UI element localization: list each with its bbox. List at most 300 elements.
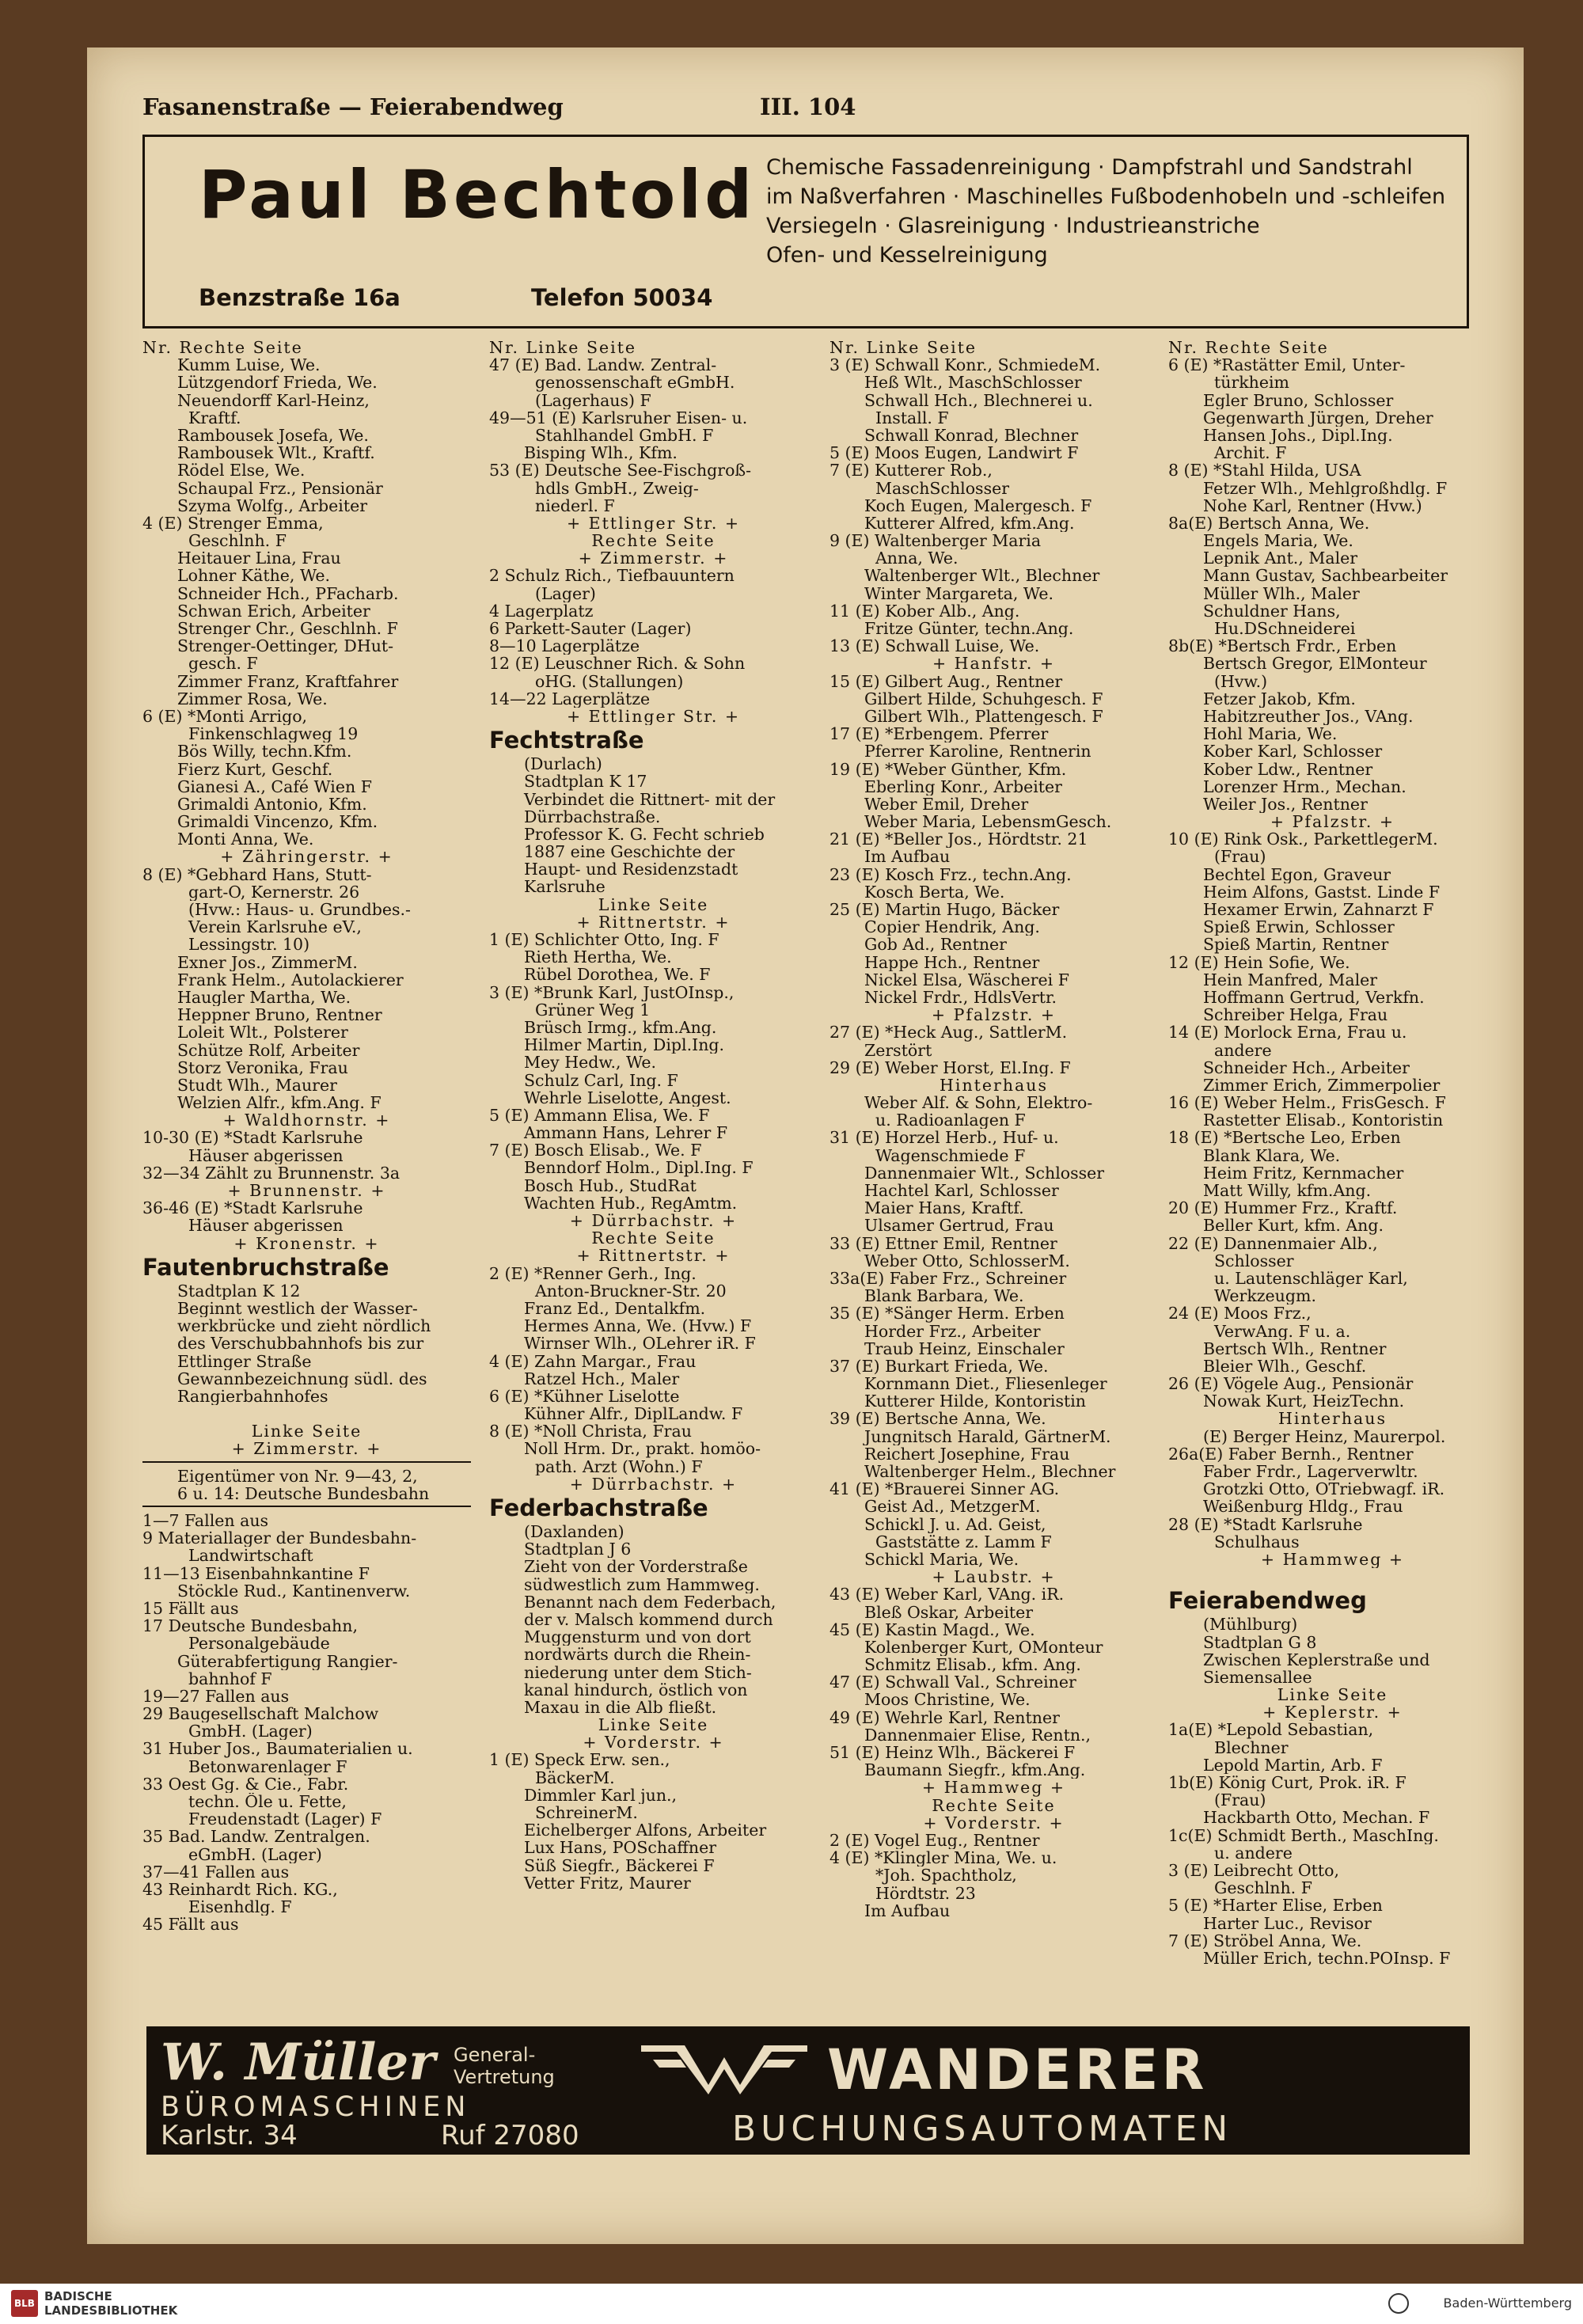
directory-entry: Nohe Karl, Rentner (Hvw.)	[1203, 496, 1422, 515]
directory-entry: Stadtplan G 8	[1203, 1633, 1317, 1651]
directory-entry: path. Arzt (Wohn.) F	[535, 1457, 703, 1475]
section-marker: + Ettlinger Str. +	[566, 514, 741, 533]
directory-entry: Bosch Hub., StudRat	[524, 1176, 697, 1194]
directory-entry: 4 (E) *Klingler Mina, We. u.	[829, 1849, 1057, 1867]
directory-entry: Mey Hedw., We.	[524, 1054, 657, 1072]
directory-entry: Dürrbachstraße.	[524, 807, 661, 826]
directory-entry: werkbrücke und zieht nördlich	[177, 1317, 431, 1335]
ad-address: Benzstraße 16a	[199, 284, 400, 311]
directory-entry: Ammann Hans, Lehrer F	[524, 1124, 728, 1142]
ad-general-agency	[454, 2044, 555, 2088]
directory-entry: Siemensallee	[1203, 1668, 1312, 1687]
directory-entry: Spieß Erwin, Schlosser	[1203, 918, 1395, 936]
header-page-number: III. 104	[760, 93, 856, 120]
section-marker: + Zimmerstr. +	[578, 549, 729, 568]
directory-entry: Weiler Jos., Rentner	[1203, 795, 1368, 814]
directory-entry: (Lagerhaus) F	[535, 391, 651, 409]
directory-entry: Rambousek Wlt., Kraftf.	[177, 444, 375, 462]
section-marker: + Laubstr. +	[932, 1568, 1056, 1586]
directory-entry: 14—22 Lagerplätze	[489, 689, 651, 708]
directory-entry: Nickel Elsa, Wäscherei F	[864, 970, 1069, 989]
directory-entry: Professor K. G. Fecht schrieb	[524, 825, 765, 844]
directory-entry: Matt Willy, kfm.Ang.	[1203, 1182, 1372, 1200]
directory-entry: 4 Lagerplatz	[489, 602, 594, 620]
directory-entry: Bisping Wlh., Kfm.	[524, 444, 678, 462]
directory-entry: Stadtplan J 6	[524, 1540, 632, 1559]
directory-entry: Schulz Carl, Ing. F	[524, 1071, 678, 1089]
header-street-range: Fasanenstraße — Feierabendweg	[142, 93, 564, 120]
section-marker: Hinterhaus	[1278, 1410, 1387, 1428]
directory-entry: Exner Jos., ZimmerM.	[177, 953, 358, 971]
directory-entry: Schulhaus	[1214, 1532, 1300, 1551]
directory-entry: 2 (E) Vogel Eug., Rentner	[829, 1831, 1040, 1850]
directory-entry: Traub Heinz, Einschaler	[864, 1339, 1065, 1358]
directory-entry: Betonwarenlager F	[188, 1757, 347, 1775]
directory-entry: 17 Deutsche Bundesbahn,	[142, 1617, 358, 1635]
directory-entry: 12 (E) Leuschner Rich. & Sohn	[489, 655, 746, 673]
directory-entry: Werkzeugm.	[1214, 1287, 1316, 1305]
section-marker: Linke Seite	[251, 1422, 363, 1441]
directory-entry: Grüner Weg 1	[535, 1001, 651, 1019]
directory-entry: Stahlhandel GmbH. F	[535, 426, 714, 445]
directory-entry: Bechtel Egon, Graveur	[1203, 865, 1391, 883]
directory-entry: Gaststätte z. Lamm F	[875, 1532, 1052, 1551]
section-marker: + Zimmerstr. +	[231, 1440, 382, 1458]
directory-entry: (Mühlburg)	[1203, 1616, 1298, 1634]
directory-entry: Moos Christine, We.	[864, 1691, 1031, 1709]
directory-entry: Güterabfertigung Rangier-	[177, 1652, 398, 1670]
directory-entry: techn. Öle u. Fette,	[188, 1793, 347, 1811]
directory-entry: Nr. Linke Seite	[829, 339, 978, 357]
directory-entry: Hexamer Erwin, Zahnarzt F	[1203, 901, 1434, 919]
directory-entry: 17 (E) *Erbengem. Pferrer	[829, 725, 1049, 743]
directory-entry: Weißenburg Hldg., Frau	[1203, 1498, 1403, 1516]
column-4	[1168, 339, 1497, 1967]
directory-entry: Bleier Wlh., Geschf.	[1203, 1357, 1367, 1376]
directory-entry: 7 (E) Kutterer Rob.,	[829, 461, 993, 480]
directory-entry: Engels Maria, We.	[1203, 532, 1353, 550]
directory-entry: Kosch Berta, We.	[864, 883, 1005, 901]
directory-entry: Wirnser Wlh., OLehrer iR. F	[524, 1335, 756, 1353]
directory-entry: 43 Reinhardt Rich. KG.,	[142, 1880, 338, 1899]
directory-entry: Maxau in die Alb fließt.	[524, 1698, 717, 1717]
section-marker: + Waldhornstr. +	[222, 1111, 391, 1130]
directory-entry: Happe Hch., Rentner	[864, 953, 1040, 971]
directory-entry: 15 Fällt aus	[142, 1599, 239, 1618]
directory-entry: Waltenberger Helm., Blechner	[864, 1463, 1116, 1481]
directory-entry: Kornmann Diet., Fliesenleger	[864, 1375, 1107, 1393]
section-marker: + Ettlinger Str. +	[566, 707, 741, 726]
directory-entry: 3 (E) Schwall Konr., SchmiedeM.	[829, 356, 1101, 374]
directory-entry: Haugler Martha, We.	[177, 988, 351, 1007]
directory-entry: Süß Siegfr., Bäckerei F	[524, 1856, 715, 1874]
directory-entry: (Daxlanden)	[524, 1523, 624, 1541]
street-heading: Feierabendweg	[1168, 1587, 1367, 1615]
directory-entry: Bertsch Wlh., Rentner	[1203, 1339, 1387, 1358]
directory-entry: Haupt- und Residenzstadt	[524, 860, 738, 879]
section-marker: + Vorderstr. +	[923, 1813, 1065, 1832]
directory-entry: Eichelberger Alfons, Arbeiter	[524, 1821, 767, 1840]
street-heading: Fautenbruchstraße	[142, 1253, 389, 1281]
directory-entry: Schickl J. u. Ad. Geist,	[864, 1515, 1046, 1533]
directory-entry: 8 (E) *Stahl Hilda, USA	[1168, 461, 1361, 480]
directory-entry: Fritze Günter, techn.Ang.	[864, 620, 1074, 638]
directory-entry: Wehrle Liselotte, Angest.	[524, 1088, 731, 1107]
directory-entry: Verbindet die Rittnert- mit der	[524, 790, 776, 808]
directory-entry: Bertsch Gregor, ElMonteur	[1203, 655, 1427, 673]
spacer	[1168, 1568, 1497, 1585]
directory-entry: Install. F	[875, 408, 949, 427]
ad-product: BUCHUNGSAUTOMATEN	[732, 2109, 1233, 2149]
directory-entry: Monti Anna, We.	[177, 830, 314, 849]
directory-entry: Hilmer Martin, Dipl.Ing.	[524, 1036, 725, 1054]
directory-entry: MaschSchlosser	[875, 479, 1010, 497]
directory-entry: Blank Barbara, We.	[864, 1287, 1024, 1305]
directory-entry: Müller Erich, techn.POInsp. F	[1203, 1949, 1451, 1968]
directory-entry: Gewannbezeichnung südl. des	[177, 1369, 427, 1388]
directory-entry: Häuser abgerissen	[188, 1146, 344, 1164]
directory-entry: Rastetter Elisab., Kontoristin	[1203, 1111, 1444, 1130]
column-2	[489, 339, 818, 1892]
state-name: Baden-Württemberg	[1443, 2296, 1572, 2311]
directory-entry: Kober Ldw., Rentner	[1203, 760, 1373, 778]
directory-entry: Grotzki Otto, OTriebwagf. iR.	[1203, 1480, 1445, 1498]
ad-service-line: im Naßverfahren · Maschinelles Fußbodenhobeln und -schleifen	[766, 184, 1446, 209]
directory-entry: 6 Parkett-Sauter (Lager)	[489, 620, 692, 638]
directory-entry: Zimmer Erich, Zimmerpolier	[1203, 1076, 1441, 1095]
ad-office-machines: BÜROMASCHINEN	[161, 2091, 471, 2123]
directory-entry: Bös Willy, techn.Kfm.	[177, 742, 352, 761]
directory-entry: Schickl Maria, We.	[864, 1550, 1019, 1569]
spacer	[142, 1405, 471, 1422]
directory-entry: 47 (E) Bad. Landw. Zentral-	[489, 356, 717, 374]
directory-entry: Lorenzer Hrm., Mechan.	[1203, 777, 1406, 796]
section-marker: + Rittnertstr. +	[576, 1247, 731, 1265]
section-marker: + Vorderstr. +	[583, 1734, 724, 1752]
directory-entry: 35 (E) *Sänger Herm. Erben	[829, 1304, 1065, 1323]
section-marker: + Kronenstr. +	[233, 1234, 380, 1252]
directory-entry: (Hvw.: Haus- u. Grundbes.-	[188, 901, 411, 919]
directory-entry: Pferrer Karoline, Rentnerin	[864, 742, 1091, 761]
directory-entry: Blechner	[1214, 1738, 1289, 1756]
directory-entry: Anton-Bruckner-Str. 20	[535, 1282, 727, 1300]
directory-entry: Kober Karl, Schlosser	[1203, 742, 1383, 761]
directory-entry: Nr. Linke Seite	[489, 339, 637, 357]
directory-entry: Rambousek Josefa, We.	[177, 426, 369, 445]
directory-entry: Storz Veronika, Frau	[177, 1058, 348, 1077]
directory-entry: 33a(E) Faber Frz., Schreiner	[829, 1269, 1067, 1288]
directory-entry: Horder Frz., Arbeiter	[864, 1322, 1041, 1340]
directory-entry: 29 (E) Weber Horst, El.Ing. F	[829, 1058, 1071, 1077]
directory-entry: Zieht von der Vorderstraße	[524, 1558, 748, 1576]
directory-entry: bahnhof F	[188, 1669, 272, 1688]
directory-entry: VerwAng. F u. a.	[1214, 1322, 1351, 1340]
section-marker: + Pfalzstr. +	[1270, 813, 1395, 831]
section-marker: Hinterhaus	[940, 1076, 1048, 1095]
directory-entry: Kraftf.	[188, 408, 241, 427]
directory-entry: nordwärts durch die Rhein-	[524, 1646, 751, 1664]
directory-entry: des Verschubbahnhofs bis zur	[177, 1335, 424, 1353]
directory-entry: 43 (E) Weber Karl, VAng. iR.	[829, 1585, 1065, 1604]
section-marker: + Brunnenstr. +	[227, 1182, 386, 1200]
directory-entry: 15 (E) Gilbert Aug., Rentner	[829, 672, 1063, 690]
directory-entry: *Joh. Spachtholz,	[875, 1866, 1017, 1885]
directory-entry: Vetter Fritz, Maurer	[524, 1874, 691, 1892]
directory-entry: gesch. F	[188, 655, 258, 673]
directory-entry: 12 (E) Hein Sofie, We.	[1168, 953, 1350, 971]
directory-entry: Waltenberger Wlt., Blechner	[864, 567, 1100, 585]
directory-entry: Weber Otto, SchlosserM.	[864, 1251, 1070, 1270]
directory-entry: Copier Hendrik, Ang.	[864, 918, 1040, 936]
directory-entry: 20 (E) Hummer Frz., Kraftf.	[1168, 1199, 1398, 1217]
directory-entry: Mann Gustav, Sachbearbeiter	[1203, 567, 1448, 585]
directory-entry: Finkenschlagweg 19	[188, 725, 359, 743]
directory-entry: (Lager)	[535, 584, 596, 602]
directory-entry: Häuser abgerissen	[188, 1217, 344, 1235]
directory-entry: 32—34 Zählt zu Brunnenstr. 3a	[142, 1164, 400, 1182]
directory-entry: Weber Maria, LebensmGesch.	[864, 813, 1112, 831]
directory-entry: 35 Bad. Landw. Zentralgen.	[142, 1828, 370, 1846]
section-marker: + Pfalzstr. +	[931, 1006, 1057, 1024]
directory-entry: Stadtplan K 12	[177, 1282, 301, 1300]
directory-entry: 8b(E) *Bertsch Frdr., Erben	[1168, 637, 1397, 655]
directory-entry: Gianesi A., Café Wien F	[177, 777, 372, 796]
directory-entry: Grimaldi Vincenzo, Kfm.	[177, 813, 378, 831]
section-marker: + Keplerstr. +	[1262, 1703, 1403, 1722]
directory-entry: Zwischen Keplerstraße und	[1203, 1650, 1430, 1669]
directory-entry: 6 u. 14: Deutsche Bundesbahn	[177, 1484, 430, 1502]
directory-entry: Geschlnh. F	[1214, 1879, 1312, 1897]
section-rule	[142, 1461, 471, 1466]
directory-entry: Beginnt westlich der Wasser-	[177, 1299, 418, 1318]
section-marker: + Zähringerstr. +	[220, 848, 393, 866]
ad-service-line: Ofen- und Kesselreinigung	[766, 243, 1048, 268]
directory-entry: türkheim	[1214, 374, 1289, 392]
ad-services	[766, 153, 1463, 270]
directory-entry: genossenschaft eGmbH.	[535, 374, 735, 392]
directory-entry: 11—13 Eisenbahnkantine F	[142, 1564, 370, 1582]
directory-entry: Faber Frdr., Lagerverwltr.	[1203, 1463, 1418, 1481]
directory-entry: gart-O, Kernerstr. 26	[188, 883, 360, 901]
directory-entry: Gilbert Hilde, Schuhgesch. F	[864, 689, 1103, 708]
directory-entry: 3 (E) Leibrecht Otto,	[1168, 1861, 1339, 1880]
directory-entry: 6 (E) *Monti Arrigo,	[142, 707, 308, 726]
section-marker: + Rittnertstr. +	[576, 913, 731, 931]
directory-entry: Kumm Luise, We.	[177, 356, 321, 374]
directory-entry: 8—10 Lagerplätze	[489, 637, 640, 655]
directory-entry: Wachten Hub., RegAmtm.	[524, 1194, 738, 1212]
ad-service-line: Versiegeln · Glasreinigung · Industrieanstriche	[766, 214, 1260, 238]
directory-entry: GmbH. (Lager)	[188, 1722, 313, 1741]
directory-entry: 13 (E) Schwall Luise, We.	[829, 637, 1040, 655]
directory-entry: 5 (E) Ammann Elisa, We. F	[489, 1106, 710, 1125]
directory-entry: 7 (E) Ströbel Anna, We.	[1168, 1931, 1362, 1950]
directory-entry: 22 (E) Dannenmaier Alb.,	[1168, 1234, 1378, 1252]
directory-entry: 45 (E) Kastin Magd., We.	[829, 1620, 1035, 1639]
directory-entry: 7 (E) Bosch Elisab., We. F	[489, 1141, 702, 1160]
directory-entry: Lohner Käthe, We.	[177, 567, 330, 585]
top-advertisement	[142, 135, 1469, 328]
directory-entry: 26a(E) Faber Bernh., Rentner	[1168, 1445, 1414, 1463]
directory-entry: (Durlach)	[524, 755, 602, 773]
directory-entry: Hohl Maria, We.	[1203, 725, 1338, 743]
directory-entry: Hoffmann Gertrud, Verkfn.	[1203, 988, 1425, 1007]
directory-entry: Schuldner Hans,	[1203, 602, 1341, 620]
directory-entry: 16 (E) Weber Helm., FrisGesch. F	[1168, 1094, 1446, 1112]
directory-entry: 2 Schulz Rich., Tiefbauuntern	[489, 567, 735, 585]
section-marker: Rechte Seite	[591, 532, 716, 550]
directory-entry: Spieß Martin, Rentner	[1203, 936, 1389, 954]
directory-entry: Heim Fritz, Kernmacher	[1203, 1164, 1404, 1182]
section-marker: Linke Seite	[1277, 1686, 1388, 1704]
directory-entry: Bleß Oskar, Arbeiter	[864, 1603, 1034, 1621]
directory-entry: Rübel Dorothea, We. F	[524, 966, 711, 984]
directory-entry: Hansen Johs., Dipl.Ing.	[1203, 426, 1393, 445]
ad-wanderer: WANDERER	[827, 2037, 1208, 2102]
directory-entry: Heim Alfons, Gastst. Linde F	[1203, 883, 1441, 901]
directory-entry: Schwall Konrad, Blechner	[864, 426, 1079, 445]
directory-entry: Noll Hrm. Dr., prakt. homöo-	[524, 1440, 761, 1458]
directory-entry: Fetzer Wlh., Mehlgroßhdlg. F	[1203, 479, 1448, 497]
bottom-advertisement	[146, 2026, 1470, 2155]
directory-entry: Eisenhdlg. F	[188, 1898, 292, 1916]
directory-entry: Hein Manfred, Maler	[1203, 970, 1378, 989]
directory-entry: (E) Berger Heinz, Maurerpol.	[1203, 1427, 1446, 1445]
directory-columns	[142, 339, 1488, 2041]
directory-entry: 23 (E) Kosch Frz., techn.Ang.	[829, 865, 1072, 883]
directory-entry: 39 (E) Bertsche Anna, We.	[829, 1410, 1046, 1428]
directory-entry: 21 (E) *Beller Jos., Hördtstr. 21	[829, 830, 1088, 849]
directory-entry: Ratzel Hch., Maler	[524, 1369, 680, 1388]
library-name-line: BADISCHE	[44, 2289, 112, 2303]
ad-street: Karlstr. 34	[161, 2120, 298, 2151]
directory-entry: Hu.DSchneiderei	[1214, 620, 1356, 638]
directory-entry: Kolenberger Kurt, OMonteur	[864, 1638, 1103, 1657]
directory-entry: Gegenwarth Jürgen, Dreher	[1203, 408, 1433, 427]
directory-entry: Harter Luc., Revisor	[1203, 1914, 1372, 1932]
directory-entry: Kutterer Alfred, kfm.Ang.	[864, 514, 1075, 533]
library-name	[44, 2289, 177, 2318]
directory-entry: 9 (E) Waltenberger Maria	[829, 532, 1042, 550]
directory-entry: 1 (E) Schlichter Otto, Ing. F	[489, 931, 719, 949]
directory-entry: Stadtplan K 17	[524, 773, 647, 791]
directory-entry: 31 Huber Jos., Baumaterialien u.	[142, 1740, 413, 1758]
ad-company-name: Paul Bechtold	[199, 156, 756, 234]
section-marker: + Hammweg +	[1260, 1550, 1405, 1569]
directory-entry: Dannenmaier Wlt., Schlosser	[864, 1164, 1105, 1182]
street-heading: Fechtstraße	[489, 727, 644, 754]
column-1	[142, 339, 471, 1934]
section-marker: Linke Seite	[598, 1716, 709, 1734]
directory-entry: Heitauer Lina, Frau	[177, 549, 341, 568]
directory-entry: Hackbarth Otto, Mechan. F	[1203, 1809, 1430, 1827]
directory-entry: (Hvw.)	[1214, 672, 1268, 690]
ad-phone-bottom: Ruf 27080	[441, 2120, 579, 2151]
directory-entry: Hördtstr. 23	[875, 1884, 976, 1902]
directory-entry: Baumann Siegfr., kfm.Ang.	[864, 1761, 1086, 1779]
directory-entry: 1887 eine Geschichte der	[524, 843, 735, 861]
directory-entry: 1c(E) Schmidt Berth., MaschIng.	[1168, 1826, 1439, 1844]
library-footer	[0, 2284, 1583, 2324]
directory-entry: 6 (E) *Kühner Liselotte	[489, 1387, 680, 1406]
directory-entry: Neuendorff Karl-Heinz,	[177, 391, 370, 409]
directory-entry: Nickel Frdr., HdlsVertr.	[864, 988, 1057, 1007]
section-marker: + Dürrbachstr. +	[569, 1212, 738, 1230]
directory-entry: 31 (E) Horzel Herb., Huf- u.	[829, 1129, 1059, 1147]
directory-entry: Franz Ed., Dentalkfm.	[524, 1299, 706, 1318]
ad-service-line: Chemische Fassadenreinigung · Dampfstrahl und Sandstrahl	[766, 155, 1413, 180]
directory-entry: Schreiber Helga, Frau	[1203, 1006, 1388, 1024]
directory-entry: 47 (E) Schwall Val., Schreiner	[829, 1673, 1076, 1692]
state-emblem-icon	[1388, 2293, 1409, 2314]
directory-entry: Müller Wlh., Maler	[1203, 584, 1360, 602]
directory-entry: SchreinerM.	[535, 1804, 638, 1822]
directory-entry: 26 (E) Vögele Aug., Pensionär	[1168, 1375, 1414, 1393]
directory-entry: Szyma Wolfg., Arbeiter	[177, 496, 368, 515]
section-marker: + Hanfstr. +	[932, 655, 1056, 673]
directory-entry: Zimmer Franz, Kraftfahrer	[177, 672, 399, 690]
directory-entry: Schwan Erich, Arbeiter	[177, 602, 370, 620]
directory-entry: 37 (E) Burkart Frieda, We.	[829, 1357, 1049, 1376]
directory-entry: u. Radioanlagen F	[875, 1111, 1026, 1130]
directory-entry: Rangierbahnhofes	[177, 1387, 328, 1406]
directory-entry: Lessingstr. 10)	[188, 936, 310, 954]
column-3	[829, 339, 1158, 1920]
page-paper	[87, 47, 1524, 2244]
directory-entry: BäckerM.	[535, 1768, 615, 1787]
directory-entry: Beller Kurt, kfm. Ang.	[1203, 1217, 1384, 1235]
directory-entry: Strenger-Oettinger, DHut-	[177, 637, 394, 655]
directory-entry: Gilbert Wlh., Plattengesch. F	[864, 707, 1103, 726]
directory-entry: 9 Materiallager der Bundesbahn-	[142, 1529, 417, 1547]
directory-entry: Weber Emil, Dreher	[864, 795, 1029, 814]
directory-entry: Eigentümer von Nr. 9—43, 2,	[177, 1467, 418, 1485]
directory-entry: 19 (E) *Weber Günther, Kfm.	[829, 760, 1067, 778]
directory-entry: 1b(E) König Curt, Prok. iR. F	[1168, 1774, 1406, 1792]
directory-entry: Kutterer Hilde, Kontoristin	[864, 1392, 1086, 1411]
directory-entry: Zimmer Rosa, We.	[177, 689, 328, 708]
directory-entry: Studt Wlh., Maurer	[177, 1076, 337, 1095]
directory-entry: (Frau)	[1214, 848, 1266, 866]
directory-entry: Ettlinger Straße	[177, 1352, 312, 1370]
directory-entry: Lepnik Ant., Maler	[1203, 549, 1358, 568]
directory-entry: Fetzer Jakob, Kfm.	[1203, 689, 1356, 708]
directory-entry: 24 (E) Moos Frz.,	[1168, 1304, 1312, 1323]
directory-entry: 49 (E) Wehrle Karl, Rentner	[829, 1708, 1060, 1726]
directory-entry: Brüsch Irmg., kfm.Ang.	[524, 1018, 717, 1037]
directory-entry: Frank Helm., Autolackierer	[177, 970, 404, 989]
ad-general-line: Vertretung	[454, 2066, 555, 2088]
directory-entry: 6 (E) *Rastätter Emil, Unter-	[1168, 356, 1406, 374]
directory-entry: Schaupal Frz., Pensionär	[177, 479, 383, 497]
section-rule	[142, 1506, 471, 1510]
directory-entry: 53 (E) Deutsche See-Fischgroß-	[489, 461, 752, 480]
street-heading: Federbachstraße	[489, 1494, 708, 1521]
directory-entry: 27 (E) *Heck Aug., SattlerM.	[829, 1023, 1068, 1042]
directory-entry: Nr. Rechte Seite	[1168, 339, 1329, 357]
directory-entry: Reichert Josephine, Frau	[864, 1445, 1070, 1463]
directory-entry: 8a(E) Bertsch Anna, We.	[1168, 514, 1370, 533]
directory-entry: hdls GmbH., Zweig-	[535, 479, 699, 497]
directory-entry: u. Lautenschläger Karl,	[1214, 1269, 1408, 1288]
directory-entry: andere	[1214, 1041, 1272, 1059]
directory-entry: Benndorf Holm., Dipl.Ing. F	[524, 1159, 754, 1177]
directory-entry: Strenger Chr., Geschlnh. F	[177, 620, 398, 638]
directory-entry: Geist Ad., MetzgerM.	[864, 1498, 1041, 1516]
directory-entry: Loleit Wlt., Polsterer	[177, 1023, 348, 1042]
directory-entry: Schwall Hch., Blechnerei u.	[864, 391, 1093, 409]
ad-brand-logo: W. Müller	[161, 2033, 435, 2092]
